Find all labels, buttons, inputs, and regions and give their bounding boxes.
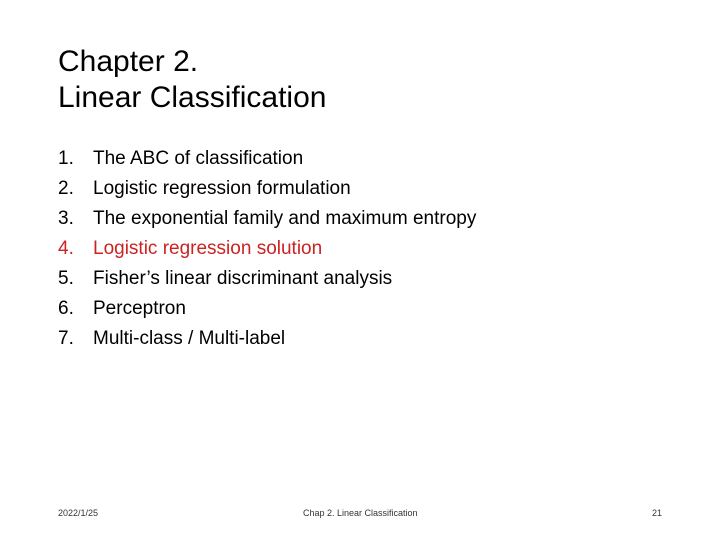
slide-title	[58, 44, 658, 116]
agenda-item-text: Perceptron	[93, 298, 186, 319]
agenda-item-number: 6.	[58, 298, 74, 319]
agenda-item-number: 3.	[58, 208, 74, 229]
agenda-item	[58, 174, 476, 204]
agenda-item	[58, 294, 476, 324]
agenda-item-text: The ABC of classification	[93, 148, 304, 169]
footer-title: Chap 2. Linear Classification	[303, 508, 418, 518]
agenda-item-number: 2.	[58, 178, 74, 199]
agenda-item-text: Fisher’s linear discriminant analysis	[93, 268, 393, 289]
agenda-item-current	[58, 234, 476, 264]
agenda-list	[58, 144, 476, 354]
agenda-item	[58, 144, 476, 174]
agenda-item-text: Logistic regression formulation	[93, 178, 351, 199]
agenda-item-number: 7.	[58, 328, 74, 349]
title-line-2: Linear Classification	[58, 81, 327, 114]
agenda-item-text: Multi-class / Multi-label	[93, 328, 286, 349]
page-number: 21	[652, 508, 663, 518]
agenda-item-text: Logistic regression solution	[93, 238, 323, 259]
agenda-item-number: 4.	[58, 238, 74, 259]
agenda-item-number: 1.	[58, 148, 74, 169]
footer-date: 2022/1/25	[58, 508, 99, 518]
agenda-item-text: The exponential family and maximum entropy	[93, 208, 477, 229]
agenda-item-number: 5.	[58, 268, 74, 289]
agenda-item	[58, 264, 476, 294]
agenda-item	[58, 324, 476, 354]
title-line-1: Chapter 2.	[58, 45, 199, 78]
agenda-item	[58, 204, 476, 234]
